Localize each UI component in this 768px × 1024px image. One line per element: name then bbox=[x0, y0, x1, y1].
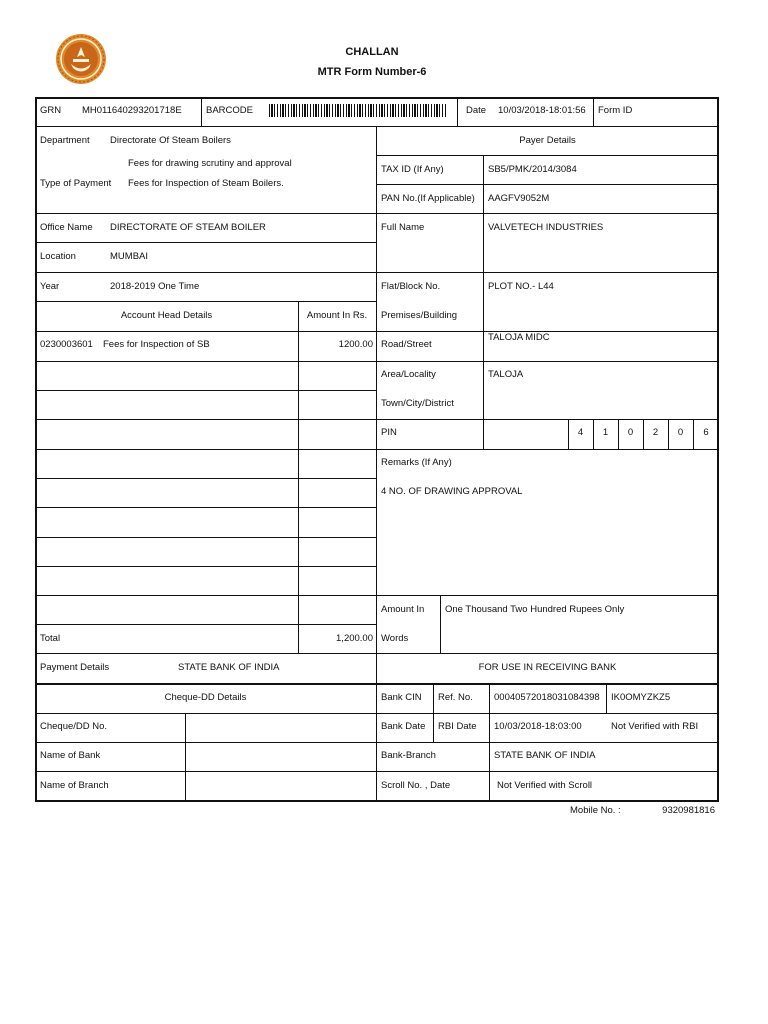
date-label: Date bbox=[466, 105, 487, 116]
tax-id-label: TAX ID (If Any) bbox=[381, 164, 444, 175]
receiving-bank-header: FOR USE IN RECEIVING BANK bbox=[478, 662, 617, 673]
road-street-value: TALOJA MIDC bbox=[488, 332, 550, 343]
pin-digit: 0 bbox=[627, 427, 634, 438]
account-description: Fees for Inspection of SB bbox=[103, 339, 210, 350]
barcode-image bbox=[269, 104, 447, 117]
pin-digit: 6 bbox=[703, 427, 709, 438]
pin-digit: 0 bbox=[677, 427, 684, 438]
year-label: Year bbox=[40, 281, 60, 292]
account-amount: 1200.00 bbox=[338, 339, 373, 350]
full-name-label: Full Name bbox=[381, 222, 425, 233]
pin-label: PIN bbox=[381, 427, 397, 438]
flat-block-label: Flat/Block No. bbox=[381, 281, 441, 292]
scroll-value: Not Verified with Scroll bbox=[497, 780, 593, 791]
bank-name-label: Name of Bank bbox=[40, 750, 101, 761]
pan-value: AAGFV9052M bbox=[488, 193, 550, 204]
office-name-label: Office Name bbox=[40, 222, 93, 233]
department-value: Directorate Of Steam Boilers bbox=[110, 135, 231, 146]
remarks-label: Remarks (If Any) bbox=[381, 457, 452, 468]
amount-header: Amount In Rs. bbox=[306, 310, 368, 321]
account-head-header: Account Head Details bbox=[120, 310, 213, 321]
road-street-label: Road/Street bbox=[381, 339, 432, 350]
bank-branch-value: STATE BANK OF INDIA bbox=[494, 750, 596, 761]
cheque-dd-header: Cheque-DD Details bbox=[164, 692, 247, 703]
pin-digit: 4 bbox=[577, 427, 584, 438]
bank-cin-label: Bank CIN bbox=[381, 692, 422, 703]
amount-in-words-label-2: Words bbox=[381, 633, 409, 644]
rbi-verification-status: Not Verified with RBI bbox=[611, 721, 699, 732]
rbi-date-label: RBI Date bbox=[438, 721, 477, 732]
pan-label: PAN No.(If Applicable) bbox=[381, 193, 475, 204]
office-name-value: DIRECTORATE OF STEAM BOILER bbox=[110, 222, 266, 233]
payment-type-label: Type of Payment bbox=[40, 178, 112, 189]
ref-no-code: IK0OMYZKZ5 bbox=[611, 692, 671, 703]
bank-branch-label: Bank-Branch bbox=[381, 750, 436, 761]
amount-in-words-label: Amount In bbox=[381, 604, 425, 615]
tax-id-value: SB5/PMK/2014/3084 bbox=[488, 164, 577, 175]
flat-block-value: PLOT NO.- L44 bbox=[488, 281, 554, 292]
form-id-label: Form ID bbox=[598, 105, 633, 116]
department-label: Department bbox=[40, 135, 90, 146]
bank-date-value: 10/03/2018-18:03:00 bbox=[494, 721, 582, 732]
location-value: MUMBAI bbox=[110, 251, 148, 262]
ref-no-label: Ref. No. bbox=[438, 692, 473, 703]
document-title: CHALLAN bbox=[345, 46, 399, 58]
bank-date-label: Bank Date bbox=[381, 721, 426, 732]
amount-in-words-value: One Thousand Two Hundred Rupees Only bbox=[445, 604, 625, 615]
pin-digit: 1 bbox=[602, 427, 609, 438]
total-value: 1,200.00 bbox=[336, 633, 373, 644]
payment-type-line-1: Fees for drawing scrutiny and approval bbox=[128, 158, 292, 169]
location-label: Location bbox=[40, 251, 76, 262]
area-locality-label: Area/Locality bbox=[381, 369, 436, 380]
ref-no-value: 00040572018031084398 bbox=[494, 692, 600, 703]
government-seal-icon bbox=[55, 33, 107, 85]
remarks-value: 4 NO. OF DRAWING APPROVAL bbox=[381, 486, 523, 497]
branch-name-label: Name of Branch bbox=[40, 780, 109, 791]
year-value: 2018-2019 One Time bbox=[110, 281, 200, 292]
date-value: 10/03/2018-18:01:56 bbox=[498, 105, 586, 116]
mobile-value: 9320981816 bbox=[662, 805, 715, 816]
full-name-value: VALVETECH INDUSTRIES bbox=[488, 222, 604, 233]
barcode-label: BARCODE bbox=[206, 105, 253, 116]
cheque-dd-no-label: Cheque/DD No. bbox=[40, 721, 108, 732]
account-code: 0230003601 bbox=[40, 339, 93, 350]
town-city-label: Town/City/District bbox=[381, 398, 454, 409]
scroll-label: Scroll No. , Date bbox=[381, 780, 451, 791]
grn-value: MH011640293201718E bbox=[82, 105, 182, 116]
total-label: Total bbox=[40, 633, 61, 644]
premises-label: Premises/Building bbox=[381, 310, 458, 321]
pin-digit: 2 bbox=[652, 427, 659, 438]
mobile-label: Mobile No. : bbox=[570, 805, 621, 816]
payment-details-label: Payment Details bbox=[40, 662, 110, 673]
area-locality-value: TALOJA bbox=[488, 369, 524, 380]
payer-details-header: Payer Details bbox=[519, 135, 576, 146]
grn-label: GRN bbox=[40, 105, 62, 116]
form-number: MTR Form Number-6 bbox=[317, 66, 427, 78]
payment-type-line-2: Fees for Inspection of Steam Boilers. bbox=[128, 178, 284, 189]
payment-details-value: STATE BANK OF INDIA bbox=[178, 662, 280, 673]
